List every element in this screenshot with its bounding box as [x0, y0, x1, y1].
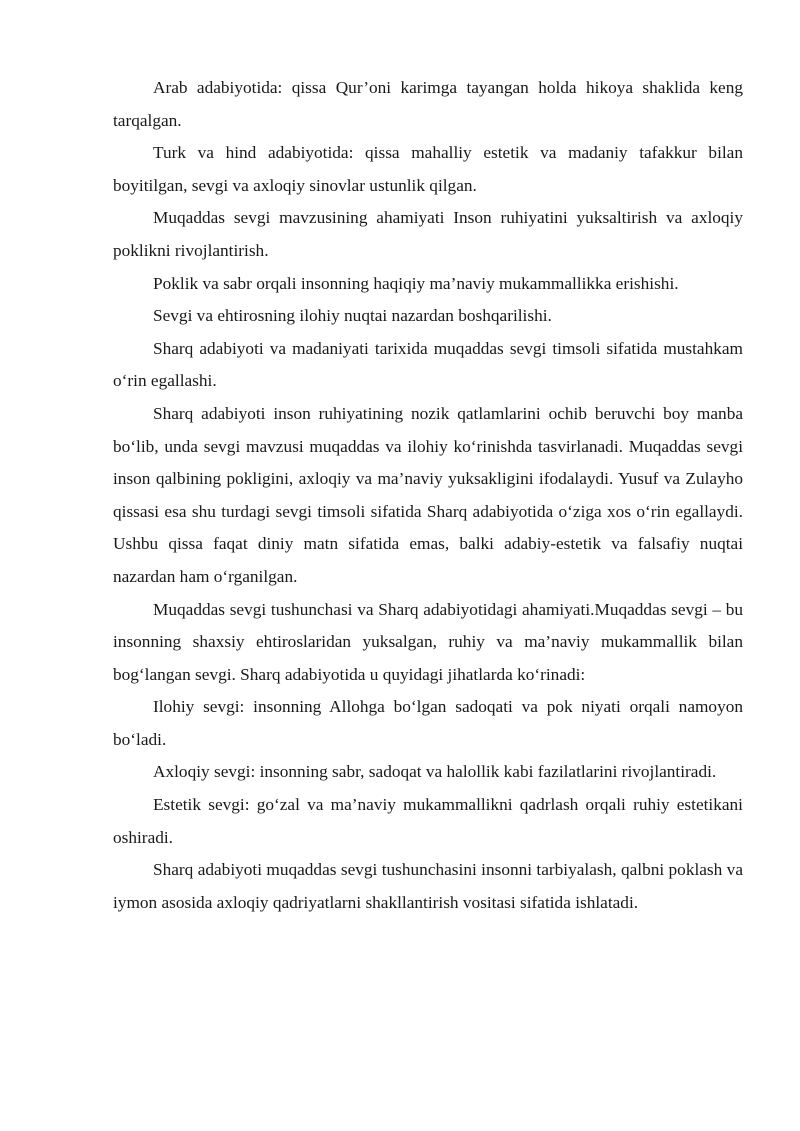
paragraph-love-passion: Sevgi va ehtirosning ilohiy nuqtai nazardan boshqarilishi.	[153, 306, 552, 326]
paragraph-turk-hind-literature: Turk va hind adabiyotida: qissa mahalliy estetik va madaniy tafakkur bilan boyitilgan, sevgi va axloqiy sinovlar ustunlik qilgan.	[113, 143, 743, 195]
paragraph-divine-love: Ilohiy sevgi: insonning Allohga bo‘lgan sadoqati va pok niyati orqali namoyon bo‘ladi.	[113, 697, 743, 749]
paragraph-sacred-love-importance: Muqaddas sevgi mavzusining ahamiyati Inson ruhiyatini yuksaltirish va axloqiy poklikni rivojlantirish.	[113, 208, 743, 260]
paragraph-eastern-literature: Sharq adabiyoti inson ruhiyatining nozik qatlamlarini ochib beruvchi boy manba bo‘lib, unda sevgi mavzusi muqaddas va ilohiy ko‘rinishda tasvirlanadi. Muqaddas sevgi inson qalbining pokligini, axloqiy va ma’naviy yuksakligini ifodalaydi. Yusuf va Zulayho qissasi esa shu turdagi sevgi timsoli sifatida Sharq adabiyotida o‘ziga xos o‘rin egallaydi. Ushbu qissa faqat diniy matn sifatida emas, balki adabiy-estetik va falsafiy nuqtai nazardan ham o‘rganilgan.	[113, 403, 743, 586]
paragraph-sacred-love-concept: Muqaddas sevgi tushunchasi va Sharq adabiyotidagi ahamiyati.Muqaddas sevgi – bu insonning shaxsiy ehtiroslaridan yuksalgan, ruhiy va ma’naviy mukammallik bilan bog‘langan sevgi. Sharq adabiyotida u quyidagi jihatlarda ko‘rinadi:	[113, 599, 743, 684]
paragraph-aesthetic-love: Estetik sevgi: go‘zal va ma’naviy mukammallikni qadrlash orqali ruhiy estetikani oshiradi.	[113, 795, 743, 847]
paragraph-moral-love: Axloqiy sevgi: insonning sabr, sadoqat va halollik kabi fazilatlarini rivojlantiradi.	[153, 762, 717, 782]
paragraph-eastern-history: Sharq adabiyoti va madaniyati tarixida muqaddas sevgi timsoli sifatida mustahkam o‘rin egallashi.	[113, 338, 743, 391]
document-page	[113, 72, 743, 919]
paragraph-conclusion: Sharq adabiyoti muqaddas sevgi tushunchasini insonni tarbiyalash, qalbni poklash va iymon asosida axloqiy qadriyatlarni shakllantirish vositasi sifatida ishlatadi.	[113, 860, 743, 912]
paragraph-arab-literature: Arab adabiyotida: qissa Qur’oni karimga tayangan holda hikoya shaklida keng tarqalgan.	[113, 78, 743, 130]
paragraph-purity-patience: Poklik va sabr orqali insonning haqiqiy ma’naviy mukammallikka erishishi.	[153, 273, 679, 293]
